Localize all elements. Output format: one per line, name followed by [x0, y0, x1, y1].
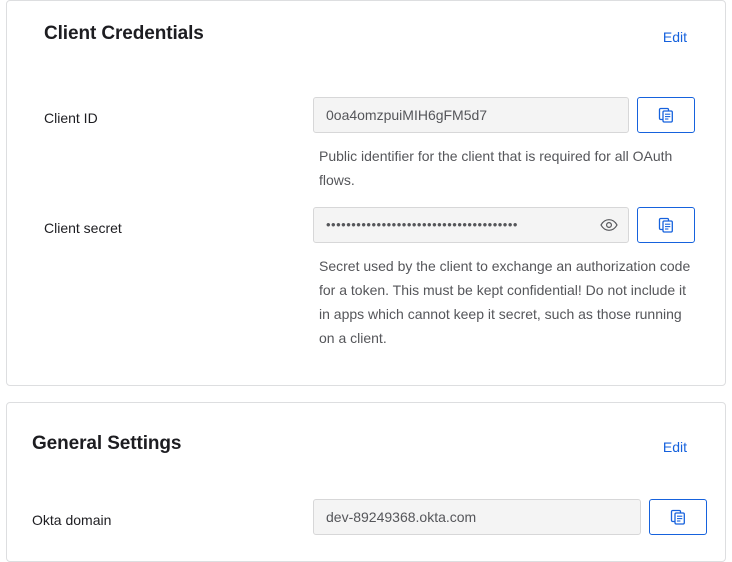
client-id-label: Client ID [44, 110, 98, 126]
edit-client-credentials-button[interactable]: Edit [657, 25, 693, 49]
copy-icon [658, 217, 674, 233]
okta-domain-label: Okta domain [32, 512, 112, 528]
client-secret-field[interactable] [313, 207, 629, 243]
general-settings-title: General Settings [32, 433, 182, 454]
client-secret-help-text: Secret used by the client to exchange an authorization code for a token. This must be kept confidential! Do not include it in apps which cannot keep it secret, such as those running on a client. [319, 258, 691, 346]
copy-client-secret-button[interactable] [637, 207, 695, 243]
general-settings-header [7, 403, 725, 465]
client-id-help-text: Public identifier for the client that is required for all OAuth flows. [319, 148, 673, 188]
client-id-value: 0oa4omzpuiMIH6gFM5d7 [326, 107, 488, 123]
edit-general-settings-button[interactable]: Edit [657, 435, 693, 459]
copy-icon [658, 107, 674, 123]
client-secret-value: •••••••••••••••••••••••••••••••••••••• [326, 218, 518, 232]
client-credentials-header [7, 1, 725, 63]
client-id-field[interactable] [313, 97, 629, 133]
client-secret-label: Client secret [44, 220, 122, 236]
client-id-row [7, 97, 725, 197]
general-settings-panel [6, 402, 726, 562]
copy-client-id-button[interactable] [637, 97, 695, 133]
okta-domain-row [7, 499, 725, 559]
eye-icon[interactable] [600, 218, 618, 232]
copy-okta-domain-button[interactable] [649, 499, 707, 535]
client-credentials-title: Client Credentials [44, 23, 204, 44]
client-id-control [313, 97, 695, 133]
okta-domain-control [313, 499, 707, 535]
client-secret-row [7, 207, 725, 367]
client-credentials-panel [6, 0, 726, 386]
client-secret-control [313, 207, 695, 243]
copy-icon [670, 509, 686, 525]
okta-domain-field[interactable] [313, 499, 641, 535]
okta-domain-value: dev-89249368.okta.com [326, 509, 477, 525]
